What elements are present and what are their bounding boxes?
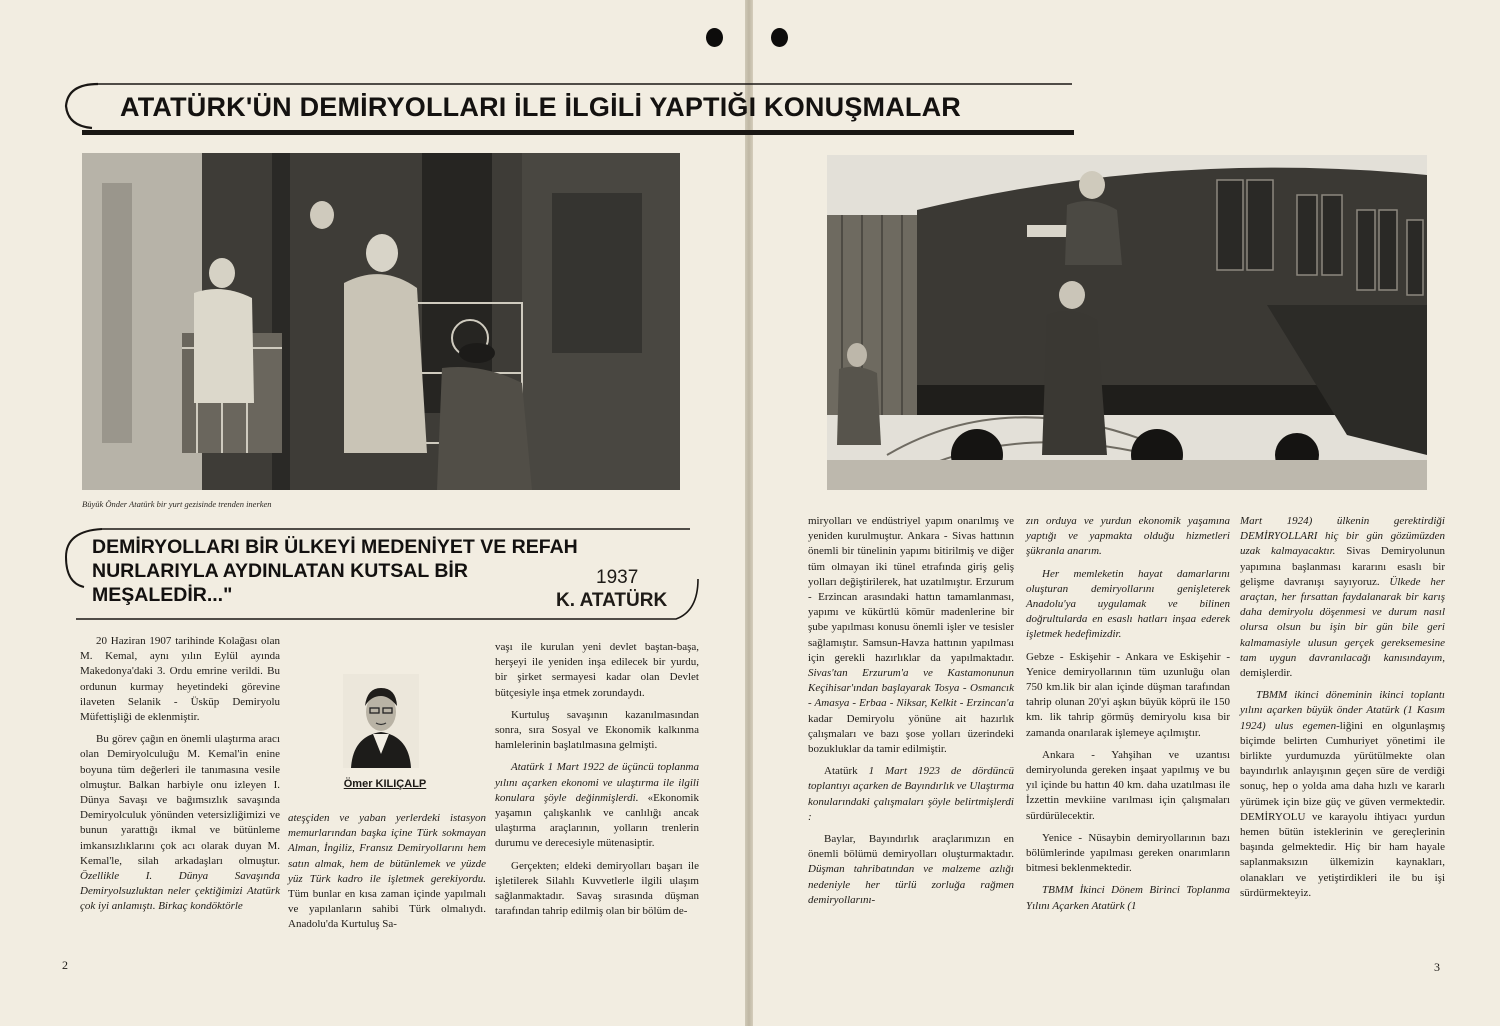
paragraph <box>1240 514 1445 681</box>
text-run-italic: TBMM ikinci döneminin ikinci toplantı yılını açarken büyük önder Atatürk (1 Kasım 1924) ulus egemen- <box>1240 689 1445 732</box>
text-run: Baylar, Bayındırlık araçlarımızın en önemli bölümü demiryolları oluşturmaktadır. <box>808 833 1014 861</box>
paragraph: vaşı ile kurulan yeni devlet baştan-başa, herşeyi ile yeniden inşa edilecek bir yurdu, bir şirket sermayesi kadar olan Devlet bütçesiyle inşa etmek zorundaydı. <box>495 641 699 699</box>
text-run: miryolları ve endüstriyel yapım onarılmış ve yeniden kurulmuştur. Ankara - Sivas hattının önemli bir tünelinin yapımı bitirilmiş ve diğer tüm olmayan iki tünel etrafında giriş geliş yolları değiştirilerek, hat uzatılmıştır. Erzurum - Erzincan arasındaki hattın tamamlanması, yapımı ve kükürtlü kömür madenlerine bir şube yapılması konusu önemli işler ve tesisler sağlamıştır. Samsun-Havza hattının yapılması için gerekli hazırlıklar da yapılmaktadır. <box>808 515 1014 664</box>
ataturk-train-photo-art <box>82 153 680 490</box>
text-run: Tüm bunlar en kısa zaman içinde yapılmalı ve yapılanların sahibi Türk olmalıydı. Anadolu'da Kurtuluş Sa- <box>288 888 486 931</box>
text-run: Bu görev çağın en önemli ulaştırma aracı olan Demiryolculuğu M. Kemal'in enine boyuna tüm değerleri ile tanımasına vesile olmuştur. Balkan harbiyle onu izleyen I. Dünya Savaşı ve bağımsızlık savaşında Demiryolculuk yönünden vetersizliğimizi ve bunun yarattığı ikmal ve bütünleme imkansızlıklarını çok acı olarak duyan M. Kemal'le, silah arkadaşları olmuştur. <box>80 733 280 867</box>
text-run-italic: Sivas'tan Erzurum'a ve Kastamonunun Keçihisar'ından başlayarak Tosya - Osmancık - Amasya - Erbaa - Niksar, Kelkit - Erzincan'a <box>808 667 1014 710</box>
left-column-3 <box>495 640 699 926</box>
text-run-italic: 1 Mart 1923 de dördüncü toplantıyı açarken de Bayındırlık ve Ulaştırma konularındaki çalışmaları şöyle belirtmişlerdi : <box>808 765 1014 823</box>
text-run-italic: Atatürk 1 Mart 1922 de üçüncü toplanma yılını açarken ekonomi ve ulaştırma ile ilgili konulara şöyle değinmişlerdi. <box>495 761 699 804</box>
right-column-1 <box>808 514 1014 915</box>
text-run-italic: Mart 1924) ülkenin gerektirdiği DEMİRYOLLARI hiç bir gün gözümüzden uzak kalmayacaktır. <box>1240 515 1445 558</box>
paragraph: Her memleketin hayat damarlarını oluşturan demiryollarını genişleterek Anadolu'ya uygulamak ve bilinen doğrultularda en esaslı hatları inşaa ederek işletmek hedefimizdir. <box>1026 567 1230 641</box>
text-run: kadar Demiryolu yönüne ait hazırlık çalışmaları ve bazı şose yolları üzerindeki bozukluklar da tamir edilmiştir. <box>808 712 1014 756</box>
text-run: «Ekonomik yaşamın çalışkanlık ve canlılığı ancak ulaştırma araçlarının, yolların trenlerin durumu ve derecesiyle mütenasiptir. <box>495 791 699 850</box>
text-run-italic: Ülkede her araçtan, her fırsattan faydalanarak bir karış daha demiryolu döşenmesi ve durum nasıl olursa olsun bu işin bir gün bile geri kalmamasiyle ulusun gerçek gereksemesine tam uygun davranılacağı kanısındayım, <box>1240 575 1445 664</box>
slogan-line-3: MEŞALEDİR..." <box>92 584 233 606</box>
right-column-3 <box>1240 514 1445 908</box>
paragraph <box>80 732 280 914</box>
paragraph <box>808 764 1014 825</box>
paragraph: 20 Haziran 1907 tarihinde Kolağası olan M. Kemal, aynı yılın Eylül ayında Makedonya'daki 3. Ordu emrine verildi. Bu ordunun kurmay heyetindeki görevine ilaveten Selanik - Üsküp Demiryolu Müfettişliği de eklenmiştir. <box>80 635 280 724</box>
left-column-1 <box>80 634 280 922</box>
photo-caption: Büyük Önder Atatürk bir yurt gezisinde trenden inerken <box>82 499 272 509</box>
paragraph <box>808 832 1014 908</box>
paragraph: Yenice - Nüsaybin demiryollarının bazı bölümlerinde yapılması gereken onarımların bitmesi beklenmektedir. <box>1026 831 1230 875</box>
paragraph <box>288 811 486 933</box>
paragraph <box>808 514 1014 757</box>
text-run-italic: Düşman tahribatından ve malzeme azlığı nedeniyle her türlü zorluğa rağmen demiryollarını- <box>808 863 1014 906</box>
page-number-right: 3 <box>1434 960 1440 974</box>
text-run: Atatürk <box>824 765 858 778</box>
header-title: ATATÜRK'ÜN DEMİRYOLLARI İLE İLGİLİ YAPTIĞI KONUŞMALAR <box>120 92 962 122</box>
slogan-box <box>62 527 702 623</box>
paragraph: Kurtuluş savaşının kazanılmasından sonra, sıra Sosyal ve Ekonomik kalkınma hamlelerinin başlatılmasına gelmişti. <box>495 708 699 752</box>
page-number-left: 2 <box>62 958 68 972</box>
text-run: Sivas Demiryolunun yapımına başlanması kararını esaslı bir gelişme davranışı sayıyoruz. <box>1240 545 1446 588</box>
right-column-2 <box>1026 514 1230 921</box>
text-run-italic: Özellikle I. Dünya Savaşında Demiryolsuzluktan neler çektiğimizi Atatürk çok iyi anlamıştı. Birkaç kondöktörle <box>80 870 280 913</box>
slogan-line-1: DEMİRYOLLARI BİR ÜLKEYİ MEDENİYET VE REFAH <box>92 536 578 558</box>
binder-hole-right <box>771 28 788 47</box>
paragraph <box>495 760 699 851</box>
text-run: demişlerdir. <box>1240 667 1293 680</box>
train-wagon-photo-art <box>827 155 1427 490</box>
paragraph: Gebze - Eskişehir - Ankara ve Eskişehir - Yenice demiryollarının tüm uzunluğu olan 750 km.lik bir alan içinde düşman tarafından tahrip olunan 20'yi aşkın büyük köprü ile 150 km. lik tahrip görmüş demiryolu kısa bir zamanda onarılarak işlemeye açılmıştır. <box>1026 650 1230 739</box>
author-portrait <box>343 674 419 768</box>
author-name: Ömer KILIÇALP <box>343 778 427 790</box>
left-column-2 <box>288 811 486 940</box>
slogan-year: 1937 <box>596 567 639 588</box>
paragraph: Ankara - Yahşihan ve uzantısı demiryolunda gereken inşaat yapılmış ve bu yıl içinde bu hattın 40 km. daha uzatılması ile İzzettin mevkiine varılması için çalışmaları sürdürülecektir. <box>1026 748 1230 822</box>
slogan-quote <box>92 535 578 607</box>
spine-gutter <box>745 0 753 1026</box>
ataturk-train-photo <box>82 153 680 490</box>
paragraph: TBMM İkinci Dönem Birinci Toplanma Yılını Açarken Atatürk (1 <box>1026 884 1230 912</box>
paragraph: Gerçekten; eldeki demiryolları başarı ile işletilerek Silahlı Kuvvetlerle ilgili ulaşım sağlanmaktadır. Savaş sırasında düşman tarafından tahrip edilmiş olan bir bölüm de- <box>495 859 699 918</box>
header-banner <box>62 76 1082 136</box>
author-portrait-art <box>343 674 419 768</box>
train-wagon-photo <box>827 155 1427 490</box>
binder-hole-left <box>706 28 723 47</box>
slogan-signature: K. ATATÜRK <box>556 590 668 611</box>
text-run: liğini en olgunlaşmış biçimde belirten Cumhuriyet yönetimi ile birlikte yurdumuzda yürütülmekte olan bayındırlık anlayışının geçen süre de verdiği sonuç, hep o yolda ama daha hızlı ve kararlı yürümek için bize güç ve güven vermektedir. DEMİRYOLU ve karayolu ihtiyacı yurdun hemen bütün isteklerinin ve gereçlerinin başında gelmektedir. Hiç bir ham hayale saplanmaksızın ülkemizin kaynakları, olanakları ve yetiştirdikleri ile bu işi sürdürmekteyiz. <box>1240 719 1445 899</box>
paragraph: zın orduya ve yurdun ekonomik yaşamına yaptığı ve yapmakta olduğu hizmetleri şükranla anarım. <box>1026 515 1230 558</box>
slogan-line-2: NURLARIYLA AYDINLATAN KUTSAL BİR <box>92 560 468 582</box>
paragraph <box>1240 688 1445 901</box>
text-run-italic: ateşçiden ve yaban yerlerdeki istasyon memurlarından başka içine Türk sokmayan Alman, İngiliz, Fransız Demiryollarını hem satın almak, hem de bütünlemek ve yüzde yüz Türk kadro ile işletmek gerekiyordu. <box>288 812 486 885</box>
